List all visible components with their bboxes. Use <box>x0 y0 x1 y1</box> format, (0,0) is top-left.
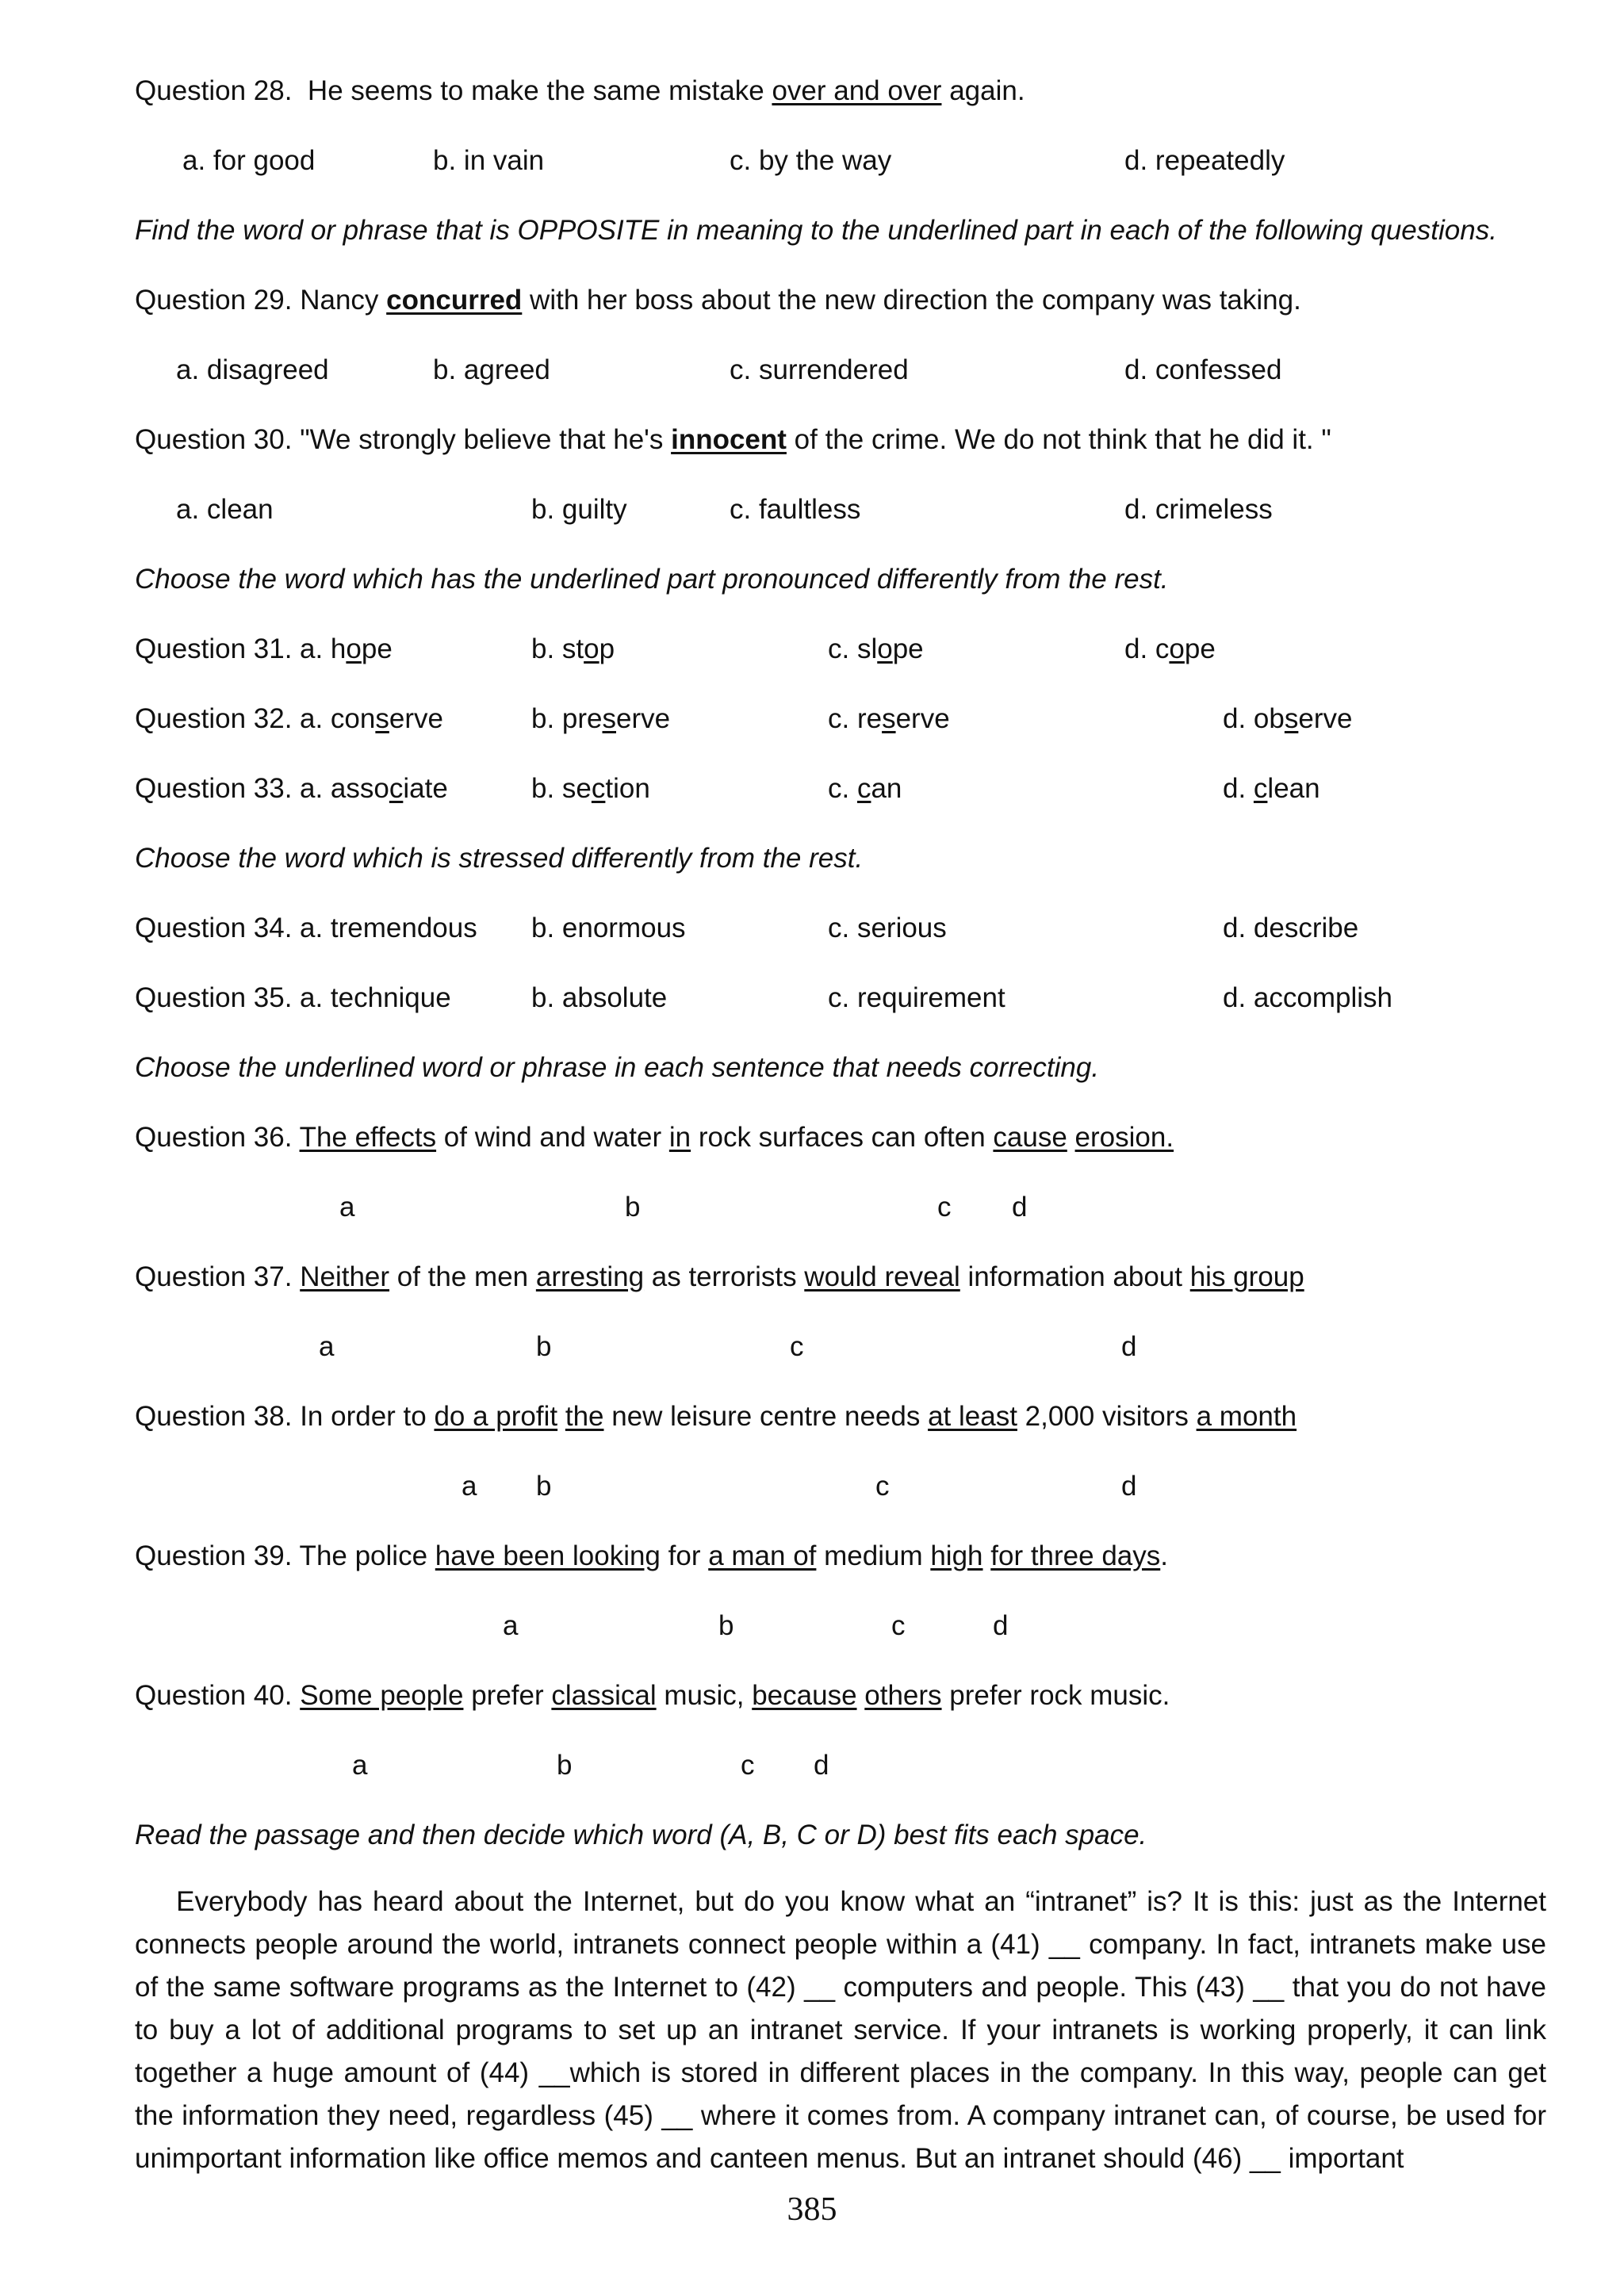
instruction-correcting <box>0 1051 1624 1088</box>
answer-letter-a[interactable]: a <box>319 1331 335 1362</box>
question-sentence: Question 37. Neither of the men arresting as terrorists would reveal information about his group <box>135 1261 1304 1292</box>
underlined-part-a: have been looking <box>435 1540 661 1571</box>
option-c[interactable]: c. surrendered <box>730 354 909 385</box>
question-28-options <box>0 144 1624 181</box>
option-c[interactable]: c. slope <box>828 633 924 664</box>
question-text: with her boss about the new direction the company was taking. <box>530 285 1301 316</box>
question-30 <box>0 423 1624 460</box>
question-text: of the crime. We do not think that he did it. " <box>794 424 1331 455</box>
option-b[interactable]: b. agreed <box>433 354 550 385</box>
answer-letter-d[interactable]: d <box>1121 1471 1137 1502</box>
underlined-part-a: do a profit <box>434 1401 558 1432</box>
option-d[interactable]: d. describe <box>1223 913 1359 943</box>
answer-letter-b[interactable]: b <box>536 1471 552 1502</box>
underlined-part-b: classical <box>551 1680 657 1711</box>
question-38 <box>0 1400 1624 1437</box>
question-36 <box>0 1121 1624 1158</box>
instruction-text: Read the passage and then decide which word (A, B, C or D) best fits each space. <box>135 1820 1147 1850</box>
underlined-word: concurred <box>386 285 523 316</box>
option-d[interactable]: d. observe <box>1223 703 1353 734</box>
question-30-options <box>0 493 1624 530</box>
question-39-letters <box>0 1609 1624 1646</box>
option-c[interactable]: c. can <box>828 773 902 804</box>
question-34 <box>0 912 1624 948</box>
answer-letter-a[interactable]: a <box>339 1192 355 1223</box>
option-b[interactable]: b. absolute <box>531 982 668 1013</box>
question-37-letters <box>0 1330 1624 1367</box>
underlined-part-a: Neither <box>300 1261 390 1292</box>
option-d[interactable]: d. cope <box>1124 633 1216 664</box>
underlined-part-d: for three days <box>990 1540 1161 1571</box>
answer-letter-a[interactable]: a <box>462 1471 477 1502</box>
question-label: Question 33. <box>135 773 293 804</box>
option-b[interactable]: b. guilty <box>531 494 627 525</box>
option-c[interactable]: c. reserve <box>828 703 950 734</box>
question-28 <box>0 75 1624 111</box>
option-b[interactable]: b. in vain <box>433 145 545 176</box>
question-40-letters <box>0 1749 1624 1785</box>
option-a[interactable]: a. hope <box>300 633 393 664</box>
option-d[interactable]: d. crimeless <box>1124 494 1273 525</box>
option-d[interactable]: d. accomplish <box>1223 982 1392 1013</box>
answer-letter-c[interactable]: c <box>891 1610 906 1641</box>
question-label: Question 35. <box>135 982 293 1013</box>
question-label: Question 39. <box>135 1540 293 1571</box>
instruction-text: Choose the word which is stressed differently from the rest. <box>135 843 864 874</box>
option-b[interactable]: b. preserve <box>531 703 671 734</box>
question-text: again. <box>949 75 1025 106</box>
option-c[interactable]: c. by the way <box>730 145 892 176</box>
underlined-part-c: at least <box>928 1401 1017 1432</box>
question-sentence: Question 36. The effects of wind and water in rock surfaces can often cause erosion. <box>135 1122 1174 1153</box>
option-b[interactable]: b. stop <box>531 633 615 664</box>
underlined-part-d: a month <box>1196 1401 1297 1432</box>
underlined-part-b: a man of <box>708 1540 817 1571</box>
question-label: Question 36. <box>135 1122 293 1153</box>
option-c[interactable]: c. serious <box>828 913 947 943</box>
question-label: Question 28. <box>135 75 293 106</box>
question-label: Question 34. <box>135 913 293 943</box>
question-33 <box>0 772 1624 809</box>
answer-letter-d[interactable]: d <box>1012 1192 1028 1223</box>
underlined-part-d: others <box>864 1680 942 1711</box>
question-sentence: Question 38. In order to do a profit the new leisure centre needs at least 2,000 visitors a month <box>135 1401 1297 1432</box>
option-d[interactable]: d. confessed <box>1124 354 1282 385</box>
answer-letter-d[interactable]: d <box>993 1610 1009 1641</box>
answer-letter-b[interactable]: b <box>625 1192 641 1223</box>
question-35 <box>0 982 1624 1018</box>
answer-letter-a[interactable]: a <box>503 1610 519 1641</box>
question-text: He seems to make the same mistake <box>307 75 764 106</box>
answer-letter-d[interactable]: d <box>814 1750 829 1781</box>
option-d[interactable]: d. clean <box>1223 773 1320 804</box>
question-32 <box>0 702 1624 739</box>
instruction-stress <box>0 842 1624 878</box>
question-40 <box>0 1679 1624 1716</box>
underlined-word: innocent <box>671 424 787 455</box>
underlined-part-c: because <box>752 1680 857 1711</box>
question-sentence: Question 39. The police have been looking for a man of medium high for three days. <box>135 1540 1168 1571</box>
answer-letter-c[interactable]: c <box>875 1471 890 1502</box>
underlined-part-b: the <box>565 1401 604 1432</box>
question-label: Question 38. <box>135 1401 293 1432</box>
instruction-text: Choose the underlined word or phrase in each sentence that needs correcting. <box>135 1052 1100 1083</box>
instruction-text: Choose the word which has the underlined part pronounced differently from the rest. <box>135 564 1169 595</box>
underlined-part-d: his group <box>1189 1261 1304 1292</box>
option-a[interactable]: a. tremendous <box>300 913 477 943</box>
reading-passage: Everybody has heard about the Internet, but do you know what an “intranet” is? It is this: just as the Internet connects people around the world, intranets connect people within a (41) __ company. In fact, intranets make use of the same software programs as the Internet to (42) __ computers and people. This (43) __ that you do not have to buy a lot of additional programs to set up an intranet service. If your intranets is working properly, it can link together a huge amount of (44) __which is stored in different places in the company. In this way, people can get the information they need, regardless (45) __ where it comes from. A company intranet can, of course, be used for unimportant information like office memos and canteen menus. But an intranet should (46) __ important <box>135 1886 1546 2174</box>
question-29 <box>0 284 1624 320</box>
option-a[interactable]: a. technique <box>300 982 451 1013</box>
answer-letter-b[interactable]: b <box>536 1331 552 1362</box>
question-29-options <box>0 354 1624 390</box>
instruction-text: Find the word or phrase that is OPPOSITE in meaning to the underlined part in each of the following questions. <box>135 215 1497 246</box>
question-38-letters <box>0 1470 1624 1506</box>
option-a[interactable]: a. clean <box>176 494 274 525</box>
option-b[interactable]: b. section <box>531 773 650 804</box>
instruction-opposite <box>0 214 1624 251</box>
underlined-part-a: The effects <box>299 1122 437 1153</box>
page-number: 385 <box>787 2191 837 2228</box>
question-label: Question 31. <box>135 633 293 664</box>
option-a[interactable]: a. disagreed <box>176 354 329 385</box>
question-label: Question 29. <box>135 285 293 316</box>
answer-letter-b[interactable]: b <box>557 1750 573 1781</box>
underlined-part-b: arresting <box>535 1261 645 1292</box>
option-d[interactable]: d. repeatedly <box>1124 145 1285 176</box>
option-a[interactable]: a. for good <box>182 145 316 176</box>
question-text: "We strongly believe that he's <box>300 424 664 455</box>
underlined-phrase: over and over <box>772 75 942 106</box>
answer-letter-c[interactable]: c <box>741 1750 755 1781</box>
question-37 <box>0 1261 1624 1297</box>
option-c[interactable]: c. faultless <box>730 494 861 525</box>
question-39 <box>0 1540 1624 1576</box>
option-c[interactable]: c. requirement <box>828 982 1005 1013</box>
question-label: Question 37. <box>135 1261 293 1292</box>
question-sentence: Question 40. Some people prefer classical music, because others prefer rock music. <box>135 1680 1170 1711</box>
answer-letter-c[interactable]: c <box>790 1331 804 1362</box>
answer-letter-c[interactable]: c <box>937 1192 952 1223</box>
instruction-passage <box>0 1819 1624 1855</box>
question-36-letters <box>0 1191 1624 1227</box>
answer-letter-d[interactable]: d <box>1121 1331 1137 1362</box>
underlined-part-c: cause <box>993 1122 1067 1153</box>
underlined-part-a: Some people <box>300 1680 464 1711</box>
question-label: Question 40. <box>135 1680 293 1711</box>
answer-letter-b[interactable]: b <box>718 1610 734 1641</box>
underlined-part-c: would reveal <box>804 1261 960 1292</box>
question-text: Nancy <box>300 285 379 316</box>
underlined-part-c: high <box>930 1540 983 1571</box>
instruction-pronunciation <box>0 563 1624 599</box>
option-a[interactable]: a. associate <box>300 773 448 804</box>
question-31 <box>0 633 1624 669</box>
underlined-part-b: in <box>668 1122 691 1153</box>
answer-letter-a[interactable]: a <box>352 1750 368 1781</box>
option-a[interactable]: a. conserve <box>300 703 443 734</box>
option-b[interactable]: b. enormous <box>531 913 686 943</box>
question-label: Question 32. <box>135 703 293 734</box>
underlined-part-d: erosion. <box>1074 1122 1174 1153</box>
question-label: Question 30. <box>135 424 293 455</box>
